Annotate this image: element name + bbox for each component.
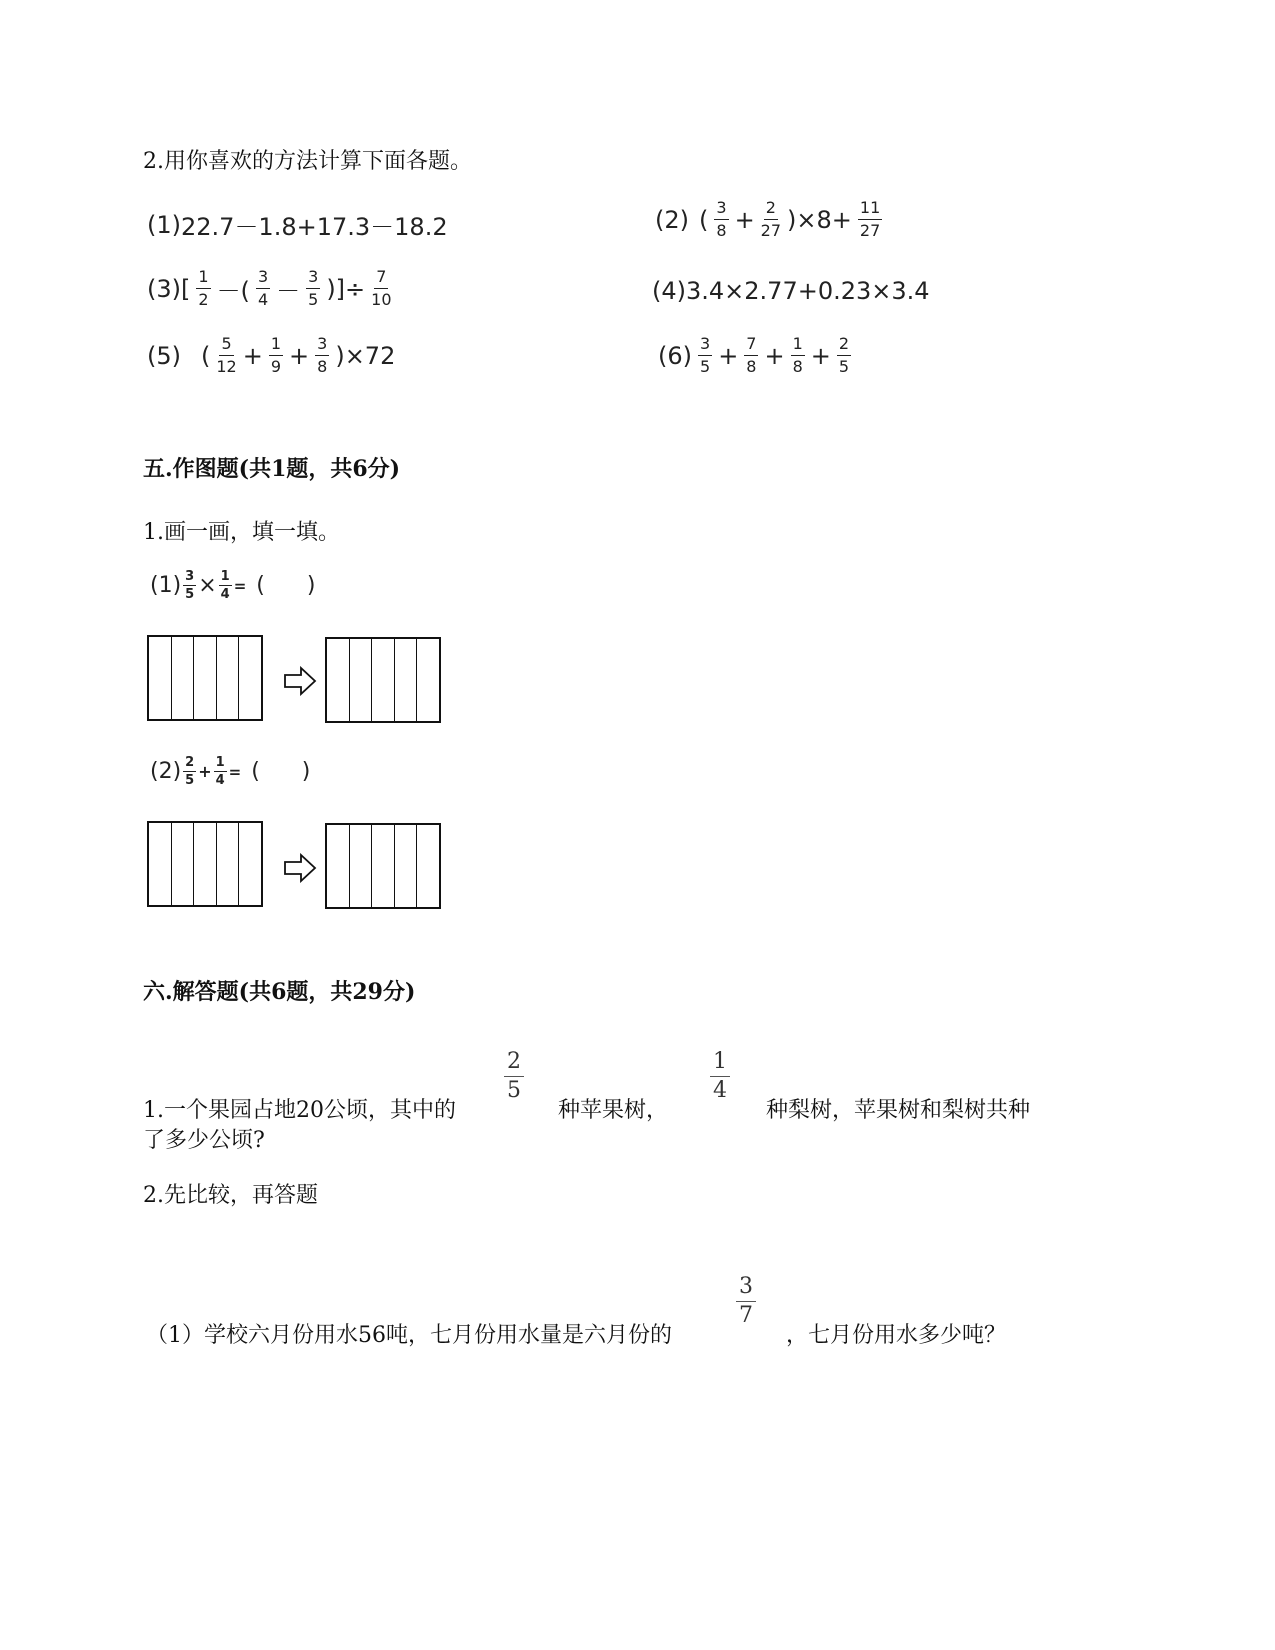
problem-1-text-line2: 了多少公顷?	[143, 1128, 265, 1153]
section-5-question-1: 1.画一画，填一填。	[143, 520, 340, 545]
problem-1-text-part3: 种梨树，苹果树和梨树共种	[766, 1098, 1031, 1123]
answer-blank[interactable]: ( )	[256, 573, 316, 598]
plus-sign: +	[289, 341, 310, 370]
fraction-numerator: 1	[269, 336, 283, 356]
section-6-question-2: 2.先比较，再答题	[143, 1183, 318, 1208]
expression-tail: )×8+	[787, 205, 852, 234]
fraction-grid-right-1[interactable]	[325, 637, 441, 723]
minus-paren: －(	[216, 277, 250, 305]
fraction-numerator: 2	[837, 336, 851, 356]
fraction-denominator: 8	[792, 357, 803, 376]
fraction-numerator: 3	[306, 269, 320, 289]
fraction	[858, 200, 882, 239]
fraction-numerator: 11	[858, 200, 882, 220]
fraction	[791, 336, 805, 375]
plus-sign: +	[734, 205, 755, 234]
fraction-numerator: 1	[710, 1051, 730, 1077]
fraction	[371, 269, 391, 308]
plus-sign: +	[242, 341, 263, 370]
drawing-problem-2	[150, 756, 310, 787]
equals-sign: =	[228, 762, 242, 781]
problem-2-1-text-part2: ，七月份用水多少吨？	[786, 1323, 1007, 1348]
fraction	[269, 336, 283, 375]
problem-1-text-part1: 1.一个果园占地20公顷，其中的	[143, 1098, 456, 1123]
fraction-water	[736, 1276, 756, 1327]
problem-3	[147, 269, 398, 308]
plus-sign: +	[810, 341, 831, 370]
minus-sign: －	[276, 277, 301, 305]
fraction-numerator: 3	[698, 336, 712, 356]
paren-open: (	[201, 341, 211, 370]
fraction-grid-right-2[interactable]	[325, 823, 441, 909]
fraction	[837, 336, 851, 375]
problem-5	[147, 336, 395, 375]
fraction	[744, 336, 758, 375]
fraction-numerator: 7	[374, 269, 388, 289]
fraction	[256, 269, 270, 308]
plus-sign: +	[718, 341, 739, 370]
problem-2-label: (2)	[655, 205, 689, 234]
fraction-denominator: 7	[739, 1303, 753, 1328]
expression-tail: )×72	[335, 341, 396, 370]
equals-sign: =	[233, 576, 247, 595]
fraction-denominator: 4	[215, 773, 225, 788]
fraction-denominator: 4	[713, 1078, 727, 1103]
problem-5-label: (5)	[147, 341, 181, 370]
fraction	[196, 269, 210, 308]
fraction-numerator: 7	[744, 336, 758, 356]
fraction-denominator: 5	[185, 773, 195, 788]
fraction-denominator: 8	[317, 357, 328, 376]
fraction	[214, 756, 227, 787]
problem-1	[147, 207, 448, 242]
problem-3-label: (3)	[147, 274, 181, 303]
fraction-numerator: 1	[791, 336, 805, 356]
fraction-pear	[710, 1051, 730, 1102]
fraction-denominator: 10	[371, 290, 392, 309]
fraction-grid-left-1[interactable]	[147, 635, 263, 721]
fraction-apple	[504, 1051, 524, 1102]
fraction-denominator: 27	[760, 221, 782, 240]
fraction-denominator: 9	[270, 357, 282, 376]
problem-2-1-text-part1: （1）学校六月份用水56吨，七月份用水量是六月份的	[146, 1323, 672, 1348]
problem-6	[658, 336, 857, 375]
section-5-heading: 五.作图题(共1题，共6分)	[143, 456, 401, 482]
fraction	[183, 570, 196, 601]
fraction-numerator: 3	[185, 569, 195, 584]
fraction-denominator: 12	[216, 357, 237, 376]
fraction-denominator: 4	[257, 290, 269, 309]
operator: +	[198, 762, 212, 781]
fraction-denominator: 5	[308, 290, 319, 309]
fraction-numerator: 2	[504, 1051, 524, 1077]
fraction-denominator: 8	[716, 221, 727, 240]
fraction	[306, 269, 320, 308]
fraction-numerator: 1	[220, 569, 230, 584]
fraction	[761, 200, 781, 239]
bracket-close-divide: )]÷	[326, 274, 366, 303]
problem-1-text-part2: 种苹果树，	[558, 1098, 669, 1123]
fraction	[219, 570, 232, 601]
problem-1-label: (1)	[147, 210, 181, 239]
answer-blank[interactable]: ( )	[251, 759, 311, 784]
fraction-numerator: 3	[736, 1276, 756, 1302]
problem-4-expression: 3.4×2.77+0.23×3.4	[686, 277, 930, 305]
right-arrow-icon	[283, 853, 317, 883]
fraction	[315, 336, 329, 375]
fraction-numerator: 2	[185, 755, 195, 770]
fraction-numerator: 2	[764, 200, 778, 220]
fraction-grid-left-2[interactable]	[147, 821, 263, 907]
fraction-denominator: 5	[838, 357, 850, 376]
fraction-denominator: 5	[507, 1078, 521, 1103]
fraction-denominator: 5	[700, 357, 711, 376]
fraction-denominator: 2	[198, 290, 209, 309]
fraction-numerator: 3	[714, 200, 728, 220]
fraction-denominator: 8	[746, 357, 757, 376]
question-2-title: 2.用你喜欢的方法计算下面各题。	[143, 149, 472, 174]
operator: ×	[198, 573, 217, 598]
fraction	[698, 336, 712, 375]
fraction-numerator: 3	[256, 269, 270, 289]
drawing-problem-1-label: (1)	[150, 573, 182, 598]
fraction-denominator: 5	[185, 587, 195, 602]
fraction-denominator: 27	[859, 221, 881, 240]
section-6-heading: 六.解答题(共6题，共29分)	[143, 979, 416, 1005]
fraction	[216, 336, 236, 375]
fraction-numerator: 1	[196, 269, 210, 289]
plus-sign: +	[764, 341, 785, 370]
bracket-open: [	[181, 274, 191, 303]
problem-2	[655, 200, 888, 239]
problem-4	[652, 277, 930, 305]
fraction	[714, 200, 728, 239]
fraction-denominator: 4	[220, 587, 230, 602]
fraction-numerator: 1	[215, 755, 225, 770]
paren-open: (	[699, 205, 709, 234]
problem-1-expression: 22.7－1.8+17.3－18.2	[181, 213, 448, 241]
fraction	[183, 756, 196, 787]
right-arrow-icon	[283, 666, 317, 696]
problem-4-label: (4)	[652, 277, 686, 305]
fraction-numerator: 5	[219, 336, 233, 356]
problem-6-label: (6)	[658, 341, 692, 370]
fraction-numerator: 3	[315, 336, 329, 356]
drawing-problem-1	[150, 570, 315, 601]
drawing-problem-2-label: (2)	[150, 759, 182, 784]
